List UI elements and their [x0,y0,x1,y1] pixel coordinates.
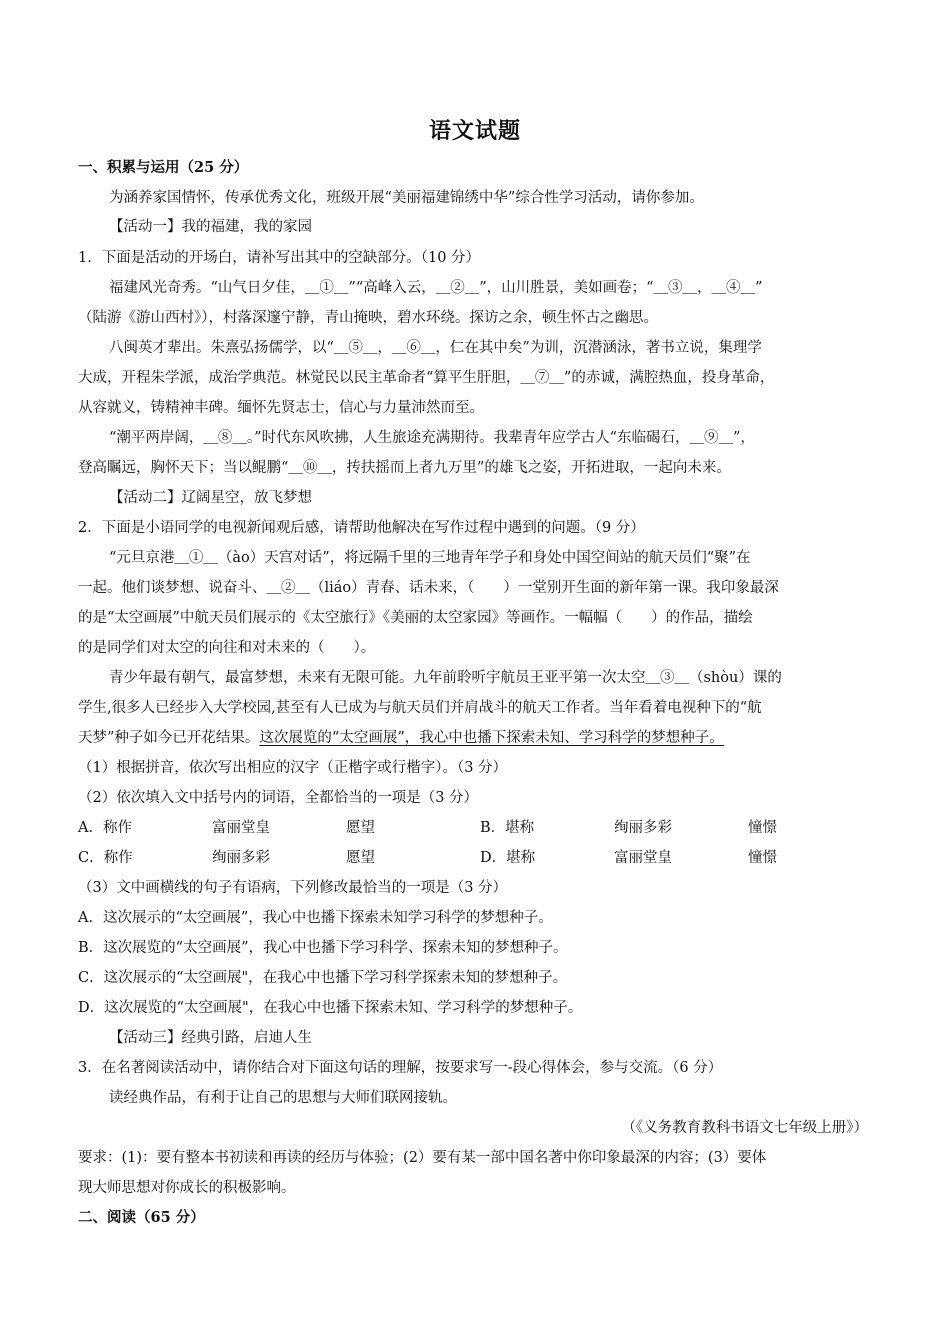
passage-text: 天梦”种子如今已开花结果。 [78,730,260,746]
section-heading: 一、积累与运用（25 分） [78,159,249,176]
requirement-line: 现大师思想对你成长的积极影响。 [78,1180,296,1196]
passage-line: “元旦京港＿①＿（ào）天宫对话”，将远隔千里的三地青年学子和身处中国空间站的航天员们“聚”在 [109,550,751,566]
activity-heading: 【活动一】我的福建，我的家园 [109,219,312,235]
option-row [78,818,878,838]
sub-question: （3）文中画横线的句子有语病，下列修改最恰当的一项是（3 分） [78,880,508,896]
passage-line [78,728,878,748]
option-line: D．这次展览的“太空画展"，在我心中也播下探索未知、学习科学的梦想种子。 [78,1000,583,1016]
question-stem: 2．下面是小语同学的电视新闻观后感，请帮助他解决在写作过程中遇到的问题。（9 分） [78,520,645,536]
passage-line: 的是同学们对太空的向往和对未来的（ ）。 [78,640,376,656]
option-line: A．这次展示的“太空画展”，我心中也播下探索未知学习科学的梦想种子。 [78,910,553,926]
passage-line: 学生,很多人已经步入大学校园,甚至有人已成为与航天员们并肩战斗的航天工作者。当年看着电视种下的“航 [78,700,762,716]
quote-text: 读经典作品，有利于让自己的思想与大师们联网接轨。 [109,1090,457,1106]
activity-heading: 【活动三】经典引路，启迪人生 [109,1030,312,1046]
passage-line: 大成，开程朱学派，成治学典范。林觉民以民主革命者“算平生肝胆，＿⑦＿”的赤诚，满腔热血，投身革命， [78,370,775,386]
quote-source: （《义务教育教科书语文七年级上册》） [621,1120,868,1136]
requirement-line: 要求：(1)：要有整本书初读和再读的经历与体验；(2）要有某一部中国名著中你印象最深的内容；(3）要体 [78,1150,767,1166]
option-label: C．称作 [78,850,133,866]
passage-line: 登高瞩远，胸怀天下；当以鲲鹏“＿⑩＿，抟扶摇而上者九万里”的雄飞之姿，开拓进取，一起向未来。 [78,460,731,476]
option-word: 憧憬 [748,850,777,866]
option-word: 富丽堂皇 [212,820,270,836]
passage-line: 福建风光奇秀。“山气日夕佳，＿①＿”“高峰入云，＿②＿”，山川胜景，美如画卷；“＿③＿，＿④＿” [109,280,763,296]
option-label: D．堪称 [480,850,536,866]
passage-line: 的是“太空画展”中航天员们展示的《太空旅行》《美丽的太空家园》等画作。一幅幅（ ）的作品，描绘 [78,610,753,626]
option-word: 愿望 [346,820,375,836]
section-heading: 二、阅读（65 分） [78,1209,205,1226]
page-title: 语文试题 [428,118,521,144]
question-stem: 3．在名著阅读活动中，请你结合对下面这句话的理解，按要求写一-段心得体会，参与交流。（6 分） [78,1060,723,1076]
option-line: B．这次展览的“太空画展”，我心中也播下学习科学、探索未知的梦想种子。 [78,940,568,956]
option-word: 憧憬 [748,820,777,836]
sub-question: （2）依次填入文中括号内的词语，全都恰当的一项是（3 分） [78,790,479,806]
option-row [78,848,878,868]
passage-line: 从容就义，铸精神丰碑。缅怀先贤志士，信心与力量沛然而至。 [78,400,484,416]
passage-line: 青少年最有朝气，最富梦想，未来有无限可能。九年前聆听宇航员王亚平第一次太空＿③＿（shòu）课的 [109,670,782,686]
option-label: B．堪称 [480,820,535,836]
sub-question: （1）根据拼音，依次写出相应的汉字（正楷字或行楷字）。（3 分） [78,760,508,776]
passage-line: （陆游《游山西村》），村落深邃宁静，青山掩映，碧水环绕。探访之余，顿生怀古之幽思。 [78,310,658,326]
option-word: 绚丽多彩 [614,820,672,836]
passage-line: 八闽英才辈出。朱熹弘扬儒学，以“＿⑤＿，＿⑥＿，仁在其中矣”为训，沉潜涵泳，著书立说，集理学 [109,340,762,356]
passage-line: 一起。他们谈梦想、说奋斗、＿②＿（liáo）青春、话未来，（ ）一堂别开生面的新年第一课。我印象最深 [78,580,779,596]
question-stem: 1．下面是活动的开场白，请补写出其中的空缺部分。（10 分） [78,250,481,266]
option-word: 绚丽多彩 [212,850,270,866]
passage-line: “潮平两岸阔，＿⑧＿。”时代东风吹拂，人生旅途充满期待。我辈青年应学古人“东临碣石，＿⑨＿”， [109,430,755,446]
activity-heading: 【活动二】辽阔星空，放飞梦想 [109,490,312,506]
underlined-sentence: 这次展览的“太空画展”，我心中也播下探索未知、学习科学的梦想种子。 [259,730,724,746]
option-word: 富丽堂皇 [614,850,672,866]
option-word: 愿望 [346,850,375,866]
option-line: C．这次展示的“太空画展"，在我心中也播下学习科学探索未知的梦想种子。 [78,970,568,986]
intro-text: 为涵养家国情怀，传承优秀文化，班级开展“美丽福建锦绣中华”综合性学习活动，请你参加。 [109,190,704,206]
option-label: A．称作 [78,820,132,836]
